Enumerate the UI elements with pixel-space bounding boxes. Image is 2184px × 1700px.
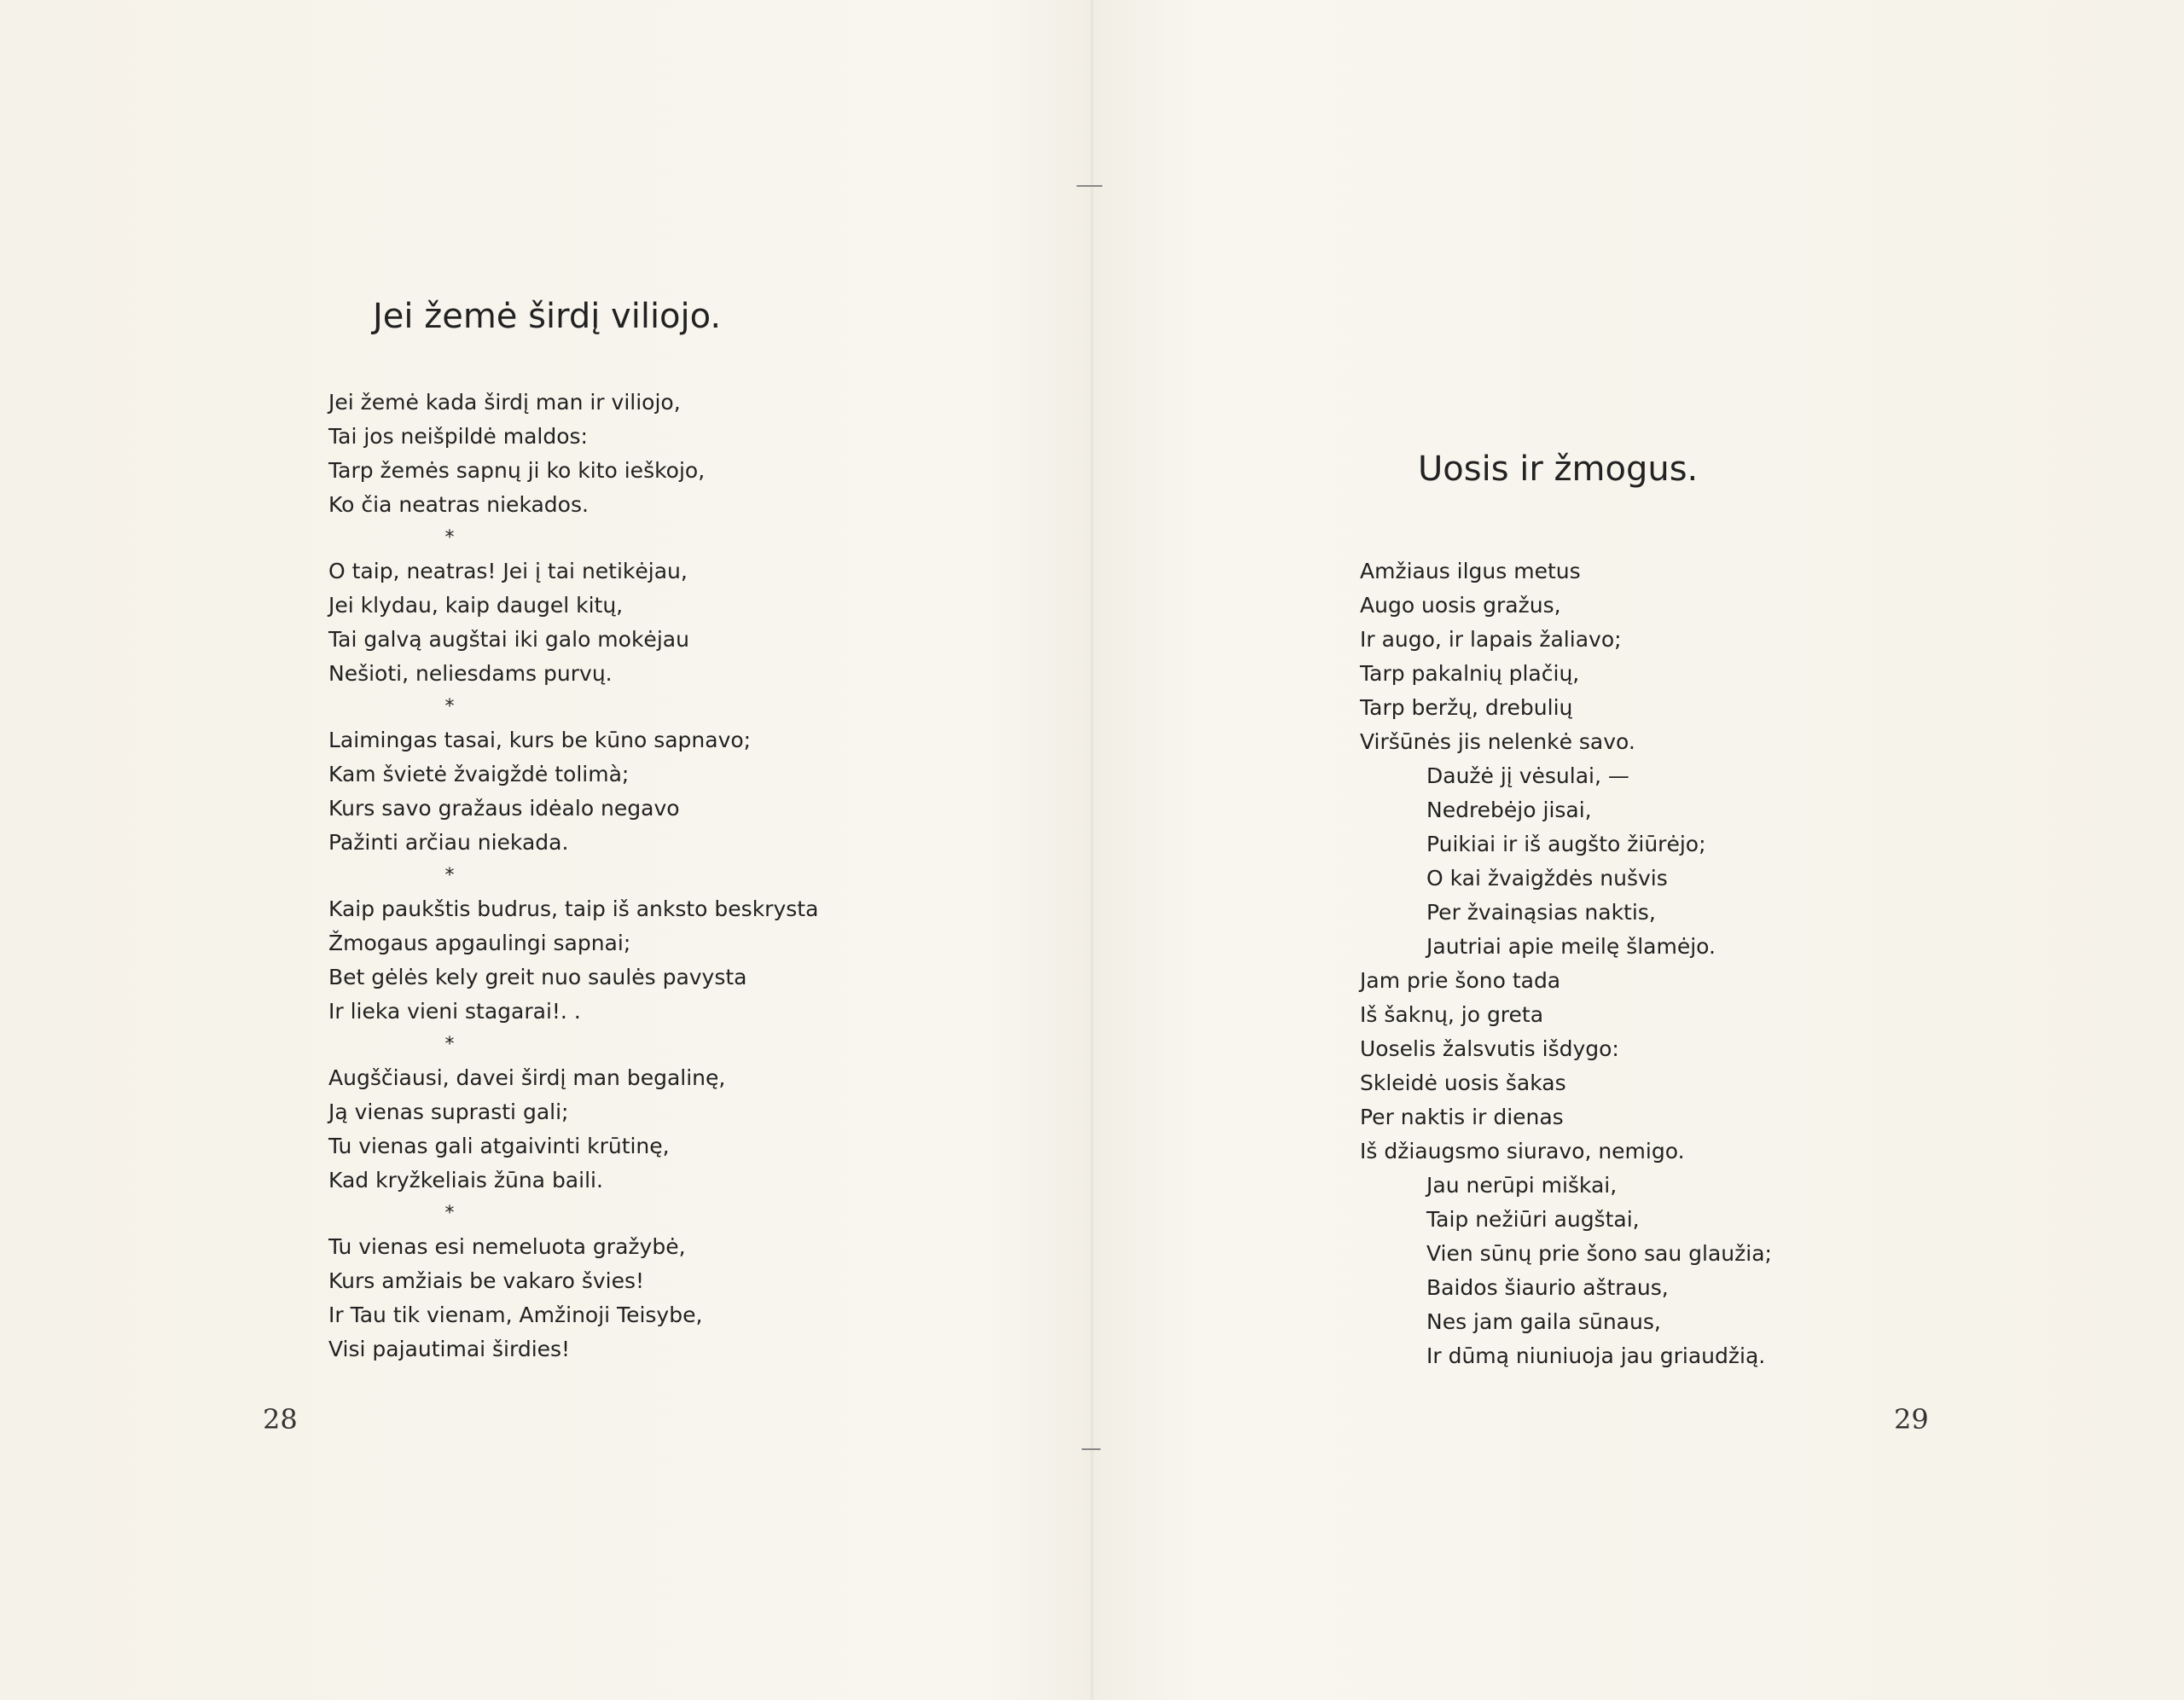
stanza-separator: * (444, 1203, 455, 1224)
poem-line: Ir Tau tik vienam, Amžinoji Teisybe, (328, 1303, 703, 1327)
poem-line: Jau nerūpi miškai, (1426, 1173, 1618, 1198)
stanza (328, 386, 818, 554)
poem-line: Ko čia neatras niekados. (328, 492, 589, 517)
poem-line: Laimingas tasai, kurs be kūno sapnavo; (328, 728, 752, 752)
right-poem-body (1360, 554, 1772, 1373)
left-page (0, 0, 1090, 1700)
poem-line: Nes jam gaila sūnaus, (1426, 1309, 1661, 1334)
poem-line: Viršūnės jis nelenkė savo. (1360, 729, 1635, 754)
stanza (328, 554, 818, 723)
left-page-number: 28 (263, 1403, 298, 1436)
poem-line: Ją vienas suprasti gali; (328, 1099, 569, 1124)
left-poem-body (328, 386, 818, 1366)
poem-line: Tu vienas esi nemeluota gražybė, (328, 1234, 686, 1259)
poem-line: Kam švietė žvaigždė tolimà; (328, 762, 630, 786)
poem-line: Amžiaus ilgus metus (1360, 559, 1581, 583)
stanza (328, 723, 818, 892)
poem-line: Tarp beržų, drebulių (1360, 695, 1573, 720)
stanza (1360, 1169, 1772, 1373)
stanza (328, 1230, 818, 1366)
poem-line: Tai jos neišpildė maldos: (328, 424, 588, 449)
stanza-separator: * (444, 1034, 455, 1055)
poem-line: Augščiausi, davei širdį man begalinę, (328, 1065, 726, 1090)
poem-line: Taip nežiūri augštai, (1426, 1207, 1640, 1232)
poem-line: Puikiai ir iš augšto žiūrėjo; (1426, 832, 1706, 856)
poem-line: Skleidė uosis šakas (1360, 1070, 1566, 1095)
poem-line: Vien sūnų prie šono sau glaužia; (1426, 1241, 1772, 1266)
poem-line: Tu vienas gali atgaivinti krūtinę, (328, 1134, 670, 1158)
poem-line: O taip, neatras! Jei į tai netikėjau, (328, 559, 688, 583)
poem-line: Per žvainąsias naktis, (1426, 900, 1656, 925)
poem-line: Daužė jį vėsulai, — (1426, 763, 1629, 788)
stanza (328, 892, 818, 1061)
stanza-separator: * (444, 865, 455, 886)
poem-line: Tai galvą augštai iki galo mokėjau (328, 627, 689, 652)
poem-line: Jam prie šono tada (1360, 968, 1561, 993)
poem-line: Nešioti, neliesdams purvų. (328, 661, 613, 686)
poem-line: Uoselis žalsvutis išdygo: (1360, 1036, 1619, 1061)
poem-line: Kurs savo gražaus idėalo negavo (328, 796, 680, 821)
stanza (1360, 759, 1772, 964)
poem-line: Jei žemė kada širdį man ir viliojo, (328, 390, 681, 415)
poem-line: Visi pajautimai širdies! (328, 1337, 571, 1361)
right-page (1094, 0, 2184, 1700)
poem-line: Kaip paukštis budrus, taip iš anksto beskrysta (328, 896, 819, 921)
right-page-number: 29 (1894, 1403, 1929, 1436)
poem-line: Augo uosis gražus, (1360, 593, 1561, 618)
poem-line: Tarp žemės sapnų ji ko kito ieškojo, (328, 458, 706, 483)
stanza-separator: * (444, 527, 455, 548)
poem-line: Baidos šiaurio aštraus, (1426, 1275, 1669, 1300)
poem-line: Bet gėlės kely greit nuo saulės pavysta (328, 965, 747, 989)
poem-line: Tarp pakalnių plačių, (1360, 661, 1580, 686)
poem-line: O kai žvaigždės nušvis (1426, 866, 1668, 891)
poem-line: Kad kryžkeliais žūna baili. (328, 1168, 603, 1192)
left-poem-title: Jei žemė širdį viliojo. (373, 297, 722, 336)
poem-line: Per naktis ir dienas (1360, 1105, 1564, 1129)
poem-line: Jei klydau, kaip daugel kitų, (328, 593, 624, 618)
stanza-separator: * (444, 696, 455, 717)
poem-line: Iš džiaugsmo siuravo, nemigo. (1360, 1139, 1685, 1163)
poem-line: Kurs amžiais be vakaro švies! (328, 1268, 645, 1293)
poem-line: Ir dūmą niuniuoja jau griaudžią. (1426, 1343, 1766, 1368)
poem-line: Pažinti arčiau niekada. (328, 830, 569, 855)
poem-line: Iš šaknų, jo greta (1360, 1002, 1544, 1027)
stanza (1360, 554, 1772, 759)
stanza (328, 1061, 818, 1230)
poem-line: Jautriai apie meilę šlamėjo. (1426, 934, 1716, 959)
poem-line: Ir augo, ir lapais žaliavo; (1360, 627, 1622, 652)
poem-line: Nedrebėjo jisai, (1426, 798, 1592, 822)
stanza (1360, 964, 1772, 1169)
poem-line: Ir lieka vieni stagarai!. . (328, 999, 581, 1024)
poem-line: Žmogaus apgaulingi sapnai; (328, 931, 631, 955)
right-poem-title: Uosis ir žmogus. (1418, 450, 1699, 489)
